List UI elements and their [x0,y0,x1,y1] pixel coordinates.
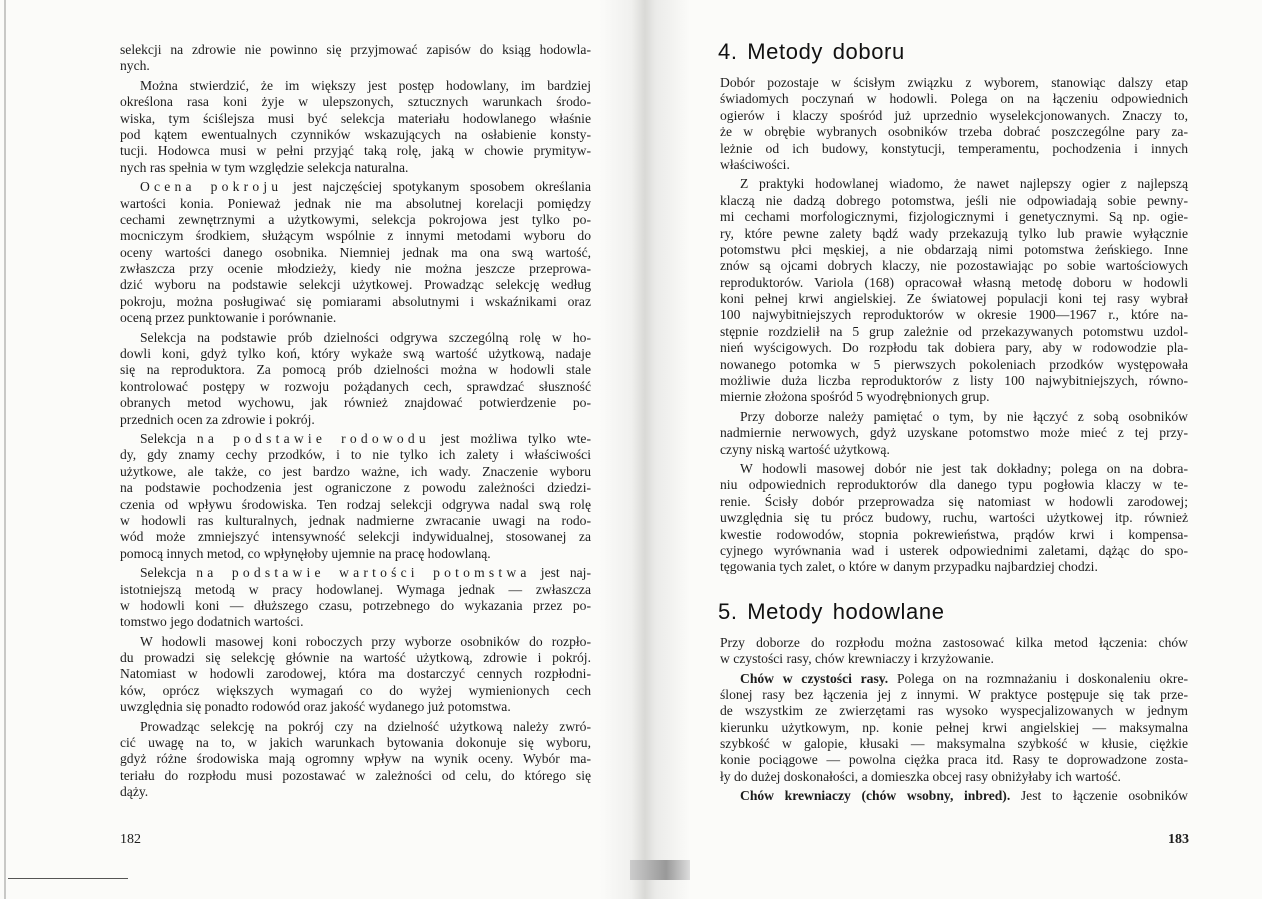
text-line: tęgowania tych zalet, o które w danym przypadku najbardziej chodzi. [720,559,1098,575]
text-line: pomocą innych metod, co wpłynęłoby ujemnie na pracę hodowlaną. [120,545,491,561]
text-line: 100 najwybitniejszych reproduktorów w okresie 1900—1967 r., które na- [720,307,1188,323]
text-line: gdyż różne środowiska mają ogromny wpływ na wynik oceny. Wybór ma- [120,751,591,767]
text-line [120,431,591,447]
text-line: oceną przez punktowanie i porównanie. [120,310,337,326]
text-line: tomstwo jego dodatnich wartości. [120,614,304,630]
spaced-emphasis: na podstawie wartości potomstwa [196,565,531,581]
text-line: w czystości rasy, chów krewniaczy i krzyżowanie. [720,651,994,667]
text-line: w hodowli koni — dłuższego czasu, potrzebnego do wykazania przez po- [120,597,591,613]
text-line: kierunku użytkowym, np. konie pełnej krwi angielskiej — maksymalna [720,719,1188,735]
text-line: nych. [120,58,150,74]
text-line: mi cechami morfologicznymi, fizjologicznymi i genetycznymi. Są np. ogie- [720,209,1188,225]
text-line: cić uwagę na to, w jakich warunkach bytowania dokonuje się wyboru, [120,735,591,751]
page-number-left: 182 [120,832,141,847]
text-line: czyny niską wartość użytkową. [720,441,890,457]
text-line: nień wyścigowych. Do rozpłodu tak dobiera pary, aby w rodowodzie pla- [720,340,1188,356]
text-line: oceny wartości danego osobnika. Niemniej jednak ma ona swą wartość, [120,244,591,260]
spine-shadow [630,860,690,880]
text-line: wartości konia. Ponieważ jednak nie ma absolutnej korelacji pomiędzy [120,195,591,211]
text-line: Z praktyki hodowlanej wiadomo, że nawet najlepszy ogier z najlepszą [740,176,1188,192]
text-run: jest możliwa tylko wte- [429,430,591,446]
text-line: ków, oprócz większych wymagań co do wyżej wymienionych cech [120,682,591,698]
text-run: Jest to łączenie osobników [1010,788,1188,804]
paragraph [120,431,591,562]
text-line: właściwości. [720,156,790,172]
text-line: teriału do rozpłodu musi pozostawać w zależności od celu, do którego się [120,767,591,783]
paragraph [720,409,1188,458]
text-line: uwzględnia się ponadto rodowód oraz jakość wydanego już potomstwa. [120,699,511,715]
paragraph [120,42,591,75]
text-line: na podstawie pochodzenia jest ograniczone z powodu zależności dziedzi- [120,480,591,496]
text-line: Selekcja na podstawie prób dzielności odgrywa szczególną rolę w ho- [140,329,591,345]
bold-run-in-heading: Chów w czystości rasy. [740,670,889,686]
text-line: klaczą nie dadzą dobrego potomstwa, jeśli nie odpowiadają sobie pewny- [720,192,1188,208]
text-line: przednich ocen za zdrowie i pokrój. [120,411,315,427]
paragraph [120,78,591,176]
text-line: kontrolować postępy w rozwoju pożądanych cech, sprawdzać słuszność [120,378,591,394]
text-line: wiska, tym ściślejsza musi być selekcja materiału hodowlanego właśnie [120,110,591,126]
text-line: Przy doborze należy pamiętać o tym, by nie łączyć z sobą osobników [740,408,1188,424]
text-line: mocniczym środkiem, służącym wspólnie z innymi metodami wyboru do [120,228,591,244]
text-line: niu odpowiednich reproduktorów dla danego typu pogłowia klaczy w te- [720,477,1188,493]
left-page-body [120,42,591,804]
spaced-emphasis: Ocena pokroju [140,179,283,195]
paragraph [120,719,591,801]
text-line: selekcji na zdrowie nie powinno się przyjmować zapisów do ksiąg hodowla- [120,42,591,57]
text-line: wód może zmniejszyć intensywność selekcji indywidualnej, stosowanej za [120,529,591,545]
text-line: reproduktorów. Variola (168) opracował własną metodę doboru w hodowli [720,274,1188,290]
section-heading: 4. Metody doboru [718,39,905,64]
text-line: stępnie rozdzielił na 5 grup zależnie od przekazywanych potomstwu uzdol- [720,323,1188,339]
text-line: Dobór pozostaje w ścisłym związku z wyborem, stanowiąc dalszy etap [720,75,1188,90]
text-line: świadomych poczynań w hodowli. Polega on na łączeniu odpowiednich [720,91,1188,107]
text-line: konie pociągowe — powolna ciężka praca itd. Rasy te doprowadzone zosta- [720,752,1188,768]
text-line: istotniejszą metodą w pracy hodowlanej. Wymaga jednak — zwłaszcza [120,581,591,597]
text-line: leżnie od ich budowy, konstytucji, temperamentu, pochodzenia i innych [720,140,1188,156]
text-line: dowli koni, gdyż tylko koń, który wykaże swą wartość użytkową, nadaje [120,346,591,362]
paragraph [720,635,1188,668]
text-line: Prowadząc selekcję na pokrój czy na dzielność użytkową należy zwró- [140,718,591,734]
text-line: określona rasa koni żyje w ulepszonych, sztucznych warunkach środo- [120,94,591,110]
text-line: zwłaszcza przy ocenie młodzieży, kiedy nie można jeszcze przeprowa- [120,261,591,277]
text-run: Polega on na rozmnażaniu i doskonaleniu okre- [888,670,1188,686]
text-run: Selekcja [140,430,197,446]
scan-edge [4,0,6,899]
text-line: pod kątem ewentualnych czynników wskazujących na osłabienie konsty- [120,126,591,142]
paragraph [720,671,1188,786]
text-line: W hodowli masowej dobór nie jest tak dokładny; polega on na dobra- [740,460,1188,476]
text-line: cechami zewnętrznymi a użytkowymi, selekcja pokrojowa jest tylko po- [120,211,591,227]
text-line: ły do dużej doskonałości, a domieszka obcej rasy obniżyłaby ich wartość. [720,768,1121,784]
text-line: tucji. Hodowca musi w pełni przyjąć taką rolę, jaką w chowie prymityw- [120,143,591,159]
text-line: szybkość w galopie, kłusaki — maksymalna szybkość w kłusie, ciężkie [720,736,1188,752]
text-line: nadmiernie nerwowych, gdyż uzyskane potomstwo może mieć z tej przy- [720,425,1188,441]
text-line: cyjnego wyrównania wad i usterek odpowiednimi zaletami, dążąc do spo- [720,542,1188,558]
paragraph [720,75,1188,173]
text-line: możliwie duża liczba reproduktorów z listy 100 najwybitniejszych, równo- [720,373,1188,389]
text-line: de wszystkim ze zwierzętami ras wysoko wyspecjalizowanych w jednym [720,703,1188,719]
text-line: Przy doborze do rozpłodu można zastosować kilka metod łączenia: chów [720,634,1188,650]
text-line [720,671,1188,687]
text-run: jest najczęściej spotykanym sposobem określania [282,179,591,195]
text-line: znów są ojcami dobrych klaczy, nie pozostawiając po sobie wartościowych [720,258,1188,274]
paragraph [120,634,591,716]
page-number-right: 183 [1168,832,1189,847]
paragraph [120,179,591,327]
text-line: uwzględnia się tu prócz budowy, ruchu, wartości użytkowej itp. również [720,510,1188,526]
text-line: Natomiast w hodowli zarodowej, która ma dostarczyć cennych rozpłodni- [120,666,591,682]
paragraph [720,176,1188,405]
text-line: ślonej rasy bez łączenia jej z innymi. W praktyce postępuje się tak prze- [720,686,1188,702]
scan-artifact-line [8,878,128,879]
paragraph [720,461,1188,576]
text-line: potomstwu płci męskiej, a nie obdarzają nimi potomstwa żeńskiego. Inne [720,241,1188,257]
text-line: ogierów i klaczy spośród już uprzednio wyselekcjonowanych. Znaczy to, [720,107,1188,123]
text-line: się na reproduktora. Za pomocą prób dzielności można w hodowli stale [120,362,591,378]
text-line: dąży. [120,784,149,800]
text-line: obranych metod wychowu, jak również znajdować potwierdzenie po- [120,395,591,411]
section-heading: 5. Metody hodowlane [718,598,945,624]
paragraph [120,565,591,631]
bold-run-in-heading: Chów krewniaczy (chów wsobny, inbred). [740,788,1011,804]
book-spine [600,0,690,899]
text-line: dy, gdy znamy cechy przodków, i to nie tylko ich zalety i właściwości [120,447,591,463]
text-run: Selekcja [140,565,197,581]
text-line: pokroju, można posługiwać się pomiarami absolutnymi i wskaźnikami oraz [120,293,591,309]
text-line: że w obrębie wybranych osobników trzeba dobrać poszczególne pary za- [720,124,1188,140]
text-line [120,565,591,581]
text-line: użytkowe, ale także, co jest bardzo ważne, ich wady. Znaczenie wyboru [120,463,591,479]
text-line: nowanego potomka w 5 pierwszych pokoleniach przodków występowała [720,356,1188,372]
text-line: czenia od wpływu środowiska. Ten rodzaj selekcji odgrywa nadal swą rolę [120,496,591,512]
text-line: kwestie rodowodów, stopnia pokrewieństwa, prądów krwi i kompensa- [720,526,1188,542]
right-page-body [718,39,1188,808]
text-run: jest naj- [530,565,591,581]
text-line [120,179,591,195]
text-line: ry, które pewne zalety bądź wady przekazują tylko lub prawie wyłącznie [720,225,1188,241]
spaced-emphasis: na podstawie rodowodu [196,430,430,446]
text-line: Można stwierdzić, że im większy jest postęp hodowlany, im bardziej [140,77,591,93]
paragraph [720,788,1188,804]
text-line: miernie złożona spośród 5 wyodrębnionych grup. [720,389,990,405]
paragraph [120,330,591,428]
text-line: du prowadzi się selekcję głównie na wartość użytkową, zdrowie i pokrój. [120,650,591,666]
text-line: nych ras spełnia w tym względzie selekcja naturalna. [120,159,409,175]
text-line: koni pełnej krwi angielskiej. Ze światowej populacji koni tej rasy wybrał [720,291,1188,307]
text-line: renie. Ścisły dobór przeprowadza się natomiast w hodowli zarodowej; [720,493,1188,509]
text-line: W hodowli masowej koni roboczych przy wyborze osobników do rozpło- [140,633,591,649]
text-line: w hodowli ras kulturalnych, jednak nadmierne zwracanie uwagi na rodo- [120,512,591,528]
text-line [720,788,1188,804]
text-line: dzić wyboru na podstawie selekcji użytkowej. Prowadząc selekcję według [120,277,591,293]
